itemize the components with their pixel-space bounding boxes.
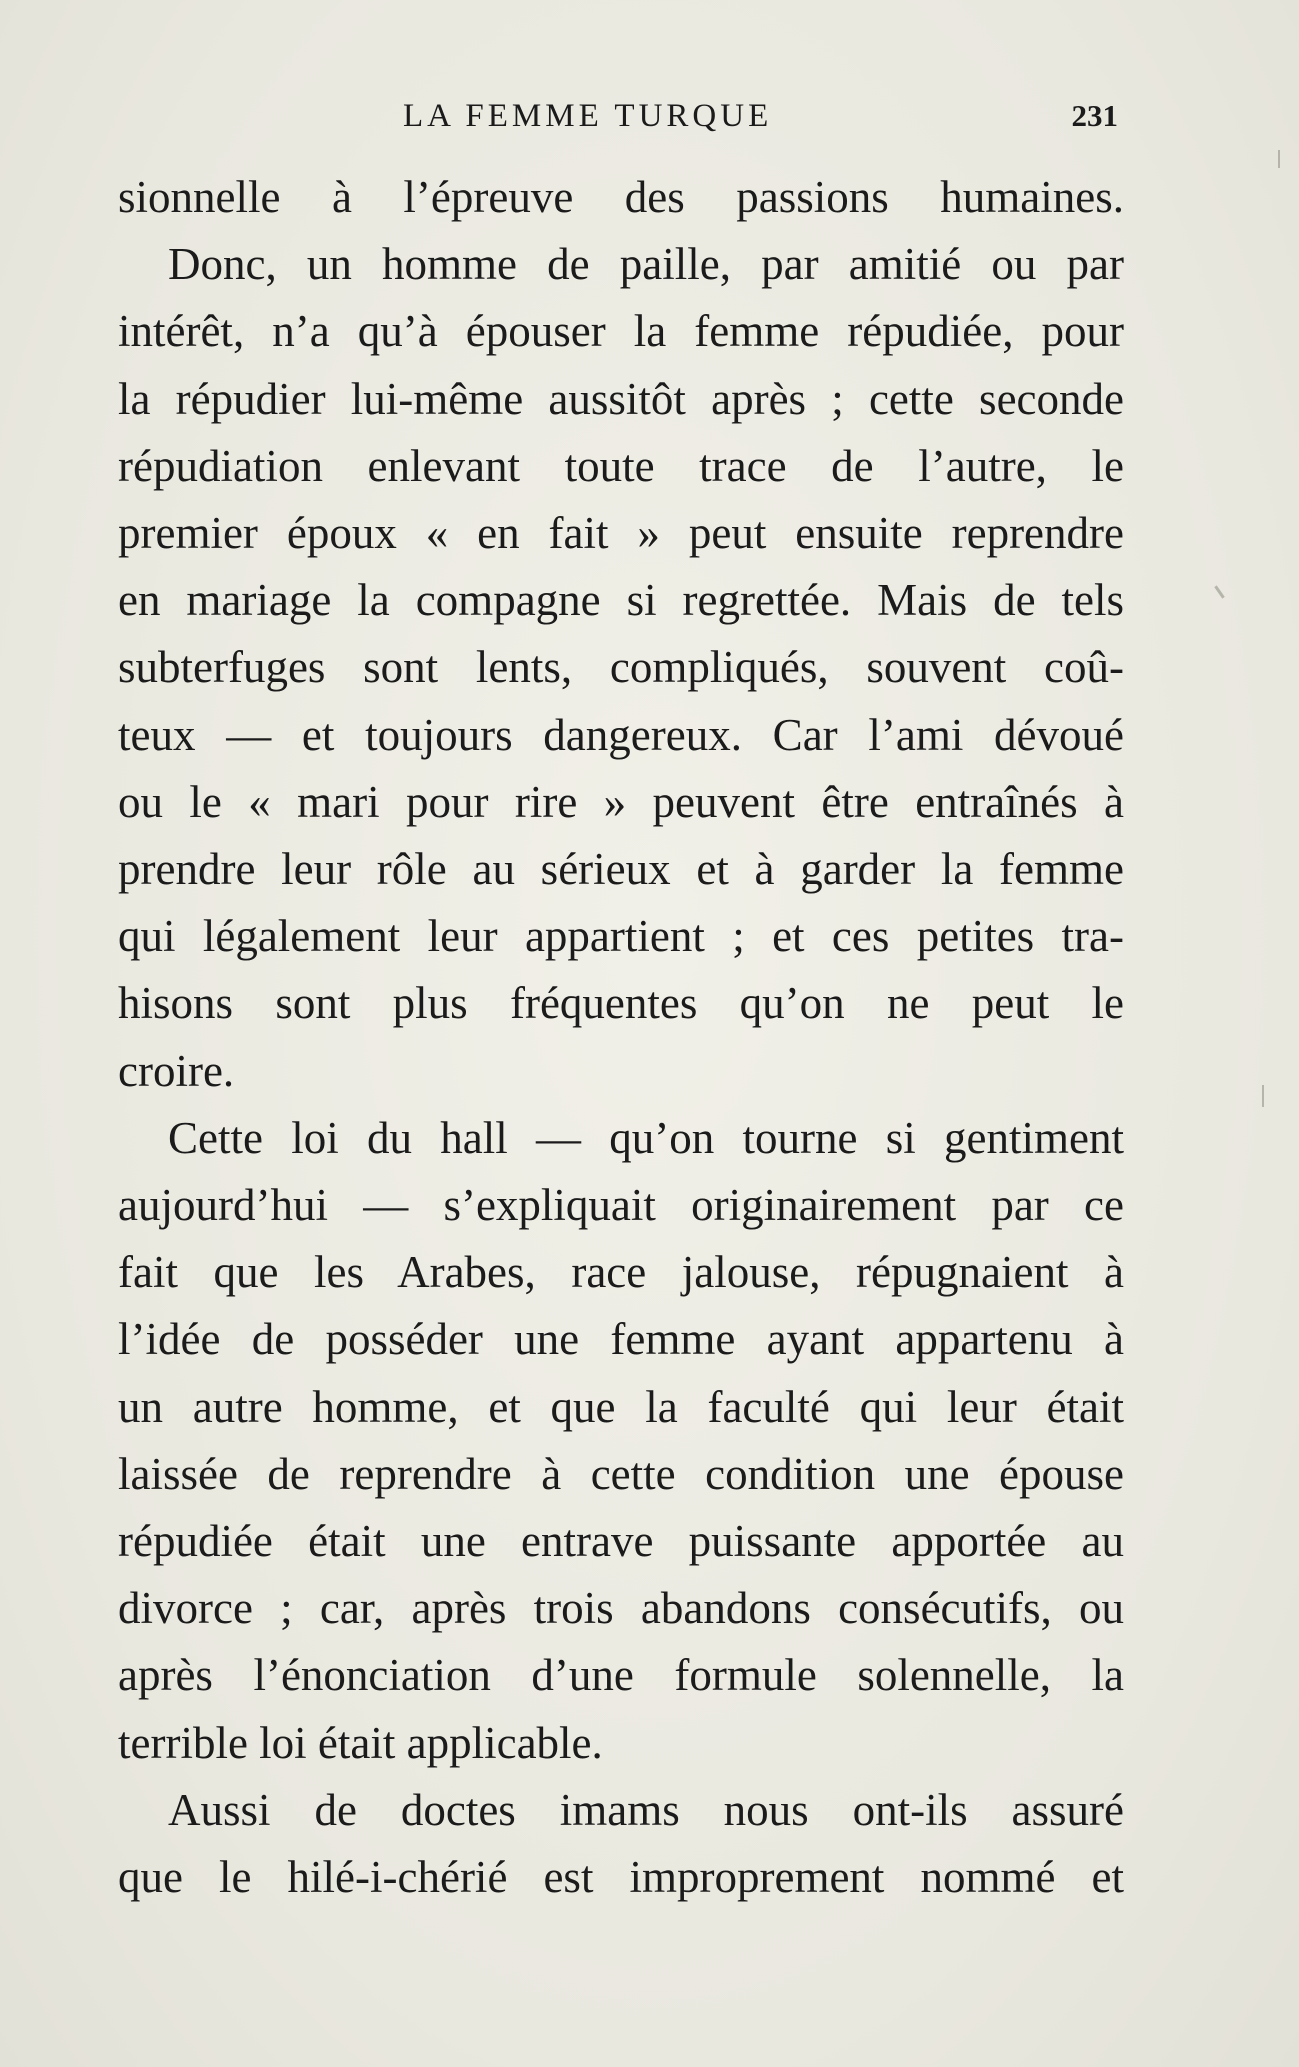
text-line: l’idée de posséder une femme ayant appartenu à	[118, 1314, 1124, 1365]
running-title: LA FEMME TURQUE	[403, 98, 773, 134]
paper-speck	[1278, 150, 1280, 168]
text-line: prendre leur rôle au sérieux et à garder la femme	[118, 844, 1124, 895]
text-line: teux — et toujours dangereux. Car l’ami dévoué	[118, 709, 1124, 760]
text-line: un autre homme, et que la faculté qui leur était	[118, 1381, 1124, 1432]
paper-speck	[1214, 585, 1224, 598]
paragraph-end-line: croire.	[118, 1045, 235, 1096]
text-line: aujourd’hui — s’expliquait originairement par ce	[118, 1180, 1124, 1231]
text-line: subterfuges sont lents, compliqués, souvent coû-	[118, 642, 1124, 693]
running-head	[118, 94, 1118, 144]
text-line: laissée de reprendre à cette condition une épouse	[118, 1448, 1124, 1499]
page-number: 231	[1071, 98, 1118, 133]
text-line: intérêt, n’a qu’à épouser la femme répudiée, pour	[118, 306, 1124, 357]
text-line: premier époux « en fait » peut ensuite reprendre	[118, 508, 1124, 559]
text-line: divorce ; car, après trois abandons consécutifs, ou	[118, 1583, 1124, 1634]
text-line: que le hilé-i-chérié est improprement nommé et	[118, 1852, 1124, 1903]
text-line: qui légalement leur appartient ; et ces petites tra-	[118, 911, 1124, 962]
paragraph-start-line: Cette loi du hall — qu’on tourne si gentiment	[168, 1112, 1124, 1163]
paragraph-start-line: Aussi de doctes imams nous ont-ils assuré	[168, 1784, 1124, 1835]
text-line: répudiation enlevant toute trace de l’autre, le	[118, 440, 1124, 491]
text-line: la répudier lui-même aussitôt après ; cette seconde	[118, 373, 1124, 424]
paragraph-start-line: Donc, un homme de paille, par amitié ou par	[168, 239, 1124, 290]
text-line: fait que les Arabes, race jalouse, répugnaient à	[118, 1247, 1124, 1298]
paper-speck	[1262, 1085, 1264, 1107]
text-line: répudiée était une entrave puissante apportée au	[118, 1516, 1124, 1567]
paragraph-end-line: terrible loi était applicable.	[118, 1717, 603, 1768]
text-line: après l’énonciation d’une formule solennelle, la	[118, 1650, 1124, 1701]
text-line: ou le « mari pour rire » peuvent être entraînés à	[118, 776, 1124, 827]
text-line: hisons sont plus fréquentes qu’on ne peut le	[118, 978, 1124, 1029]
text-line: en mariage la compagne si regrettée. Mais de tels	[118, 575, 1124, 626]
body-text	[118, 164, 1124, 1911]
text-line: sionnelle à l’épreuve des passions humaines.	[118, 172, 1124, 222]
